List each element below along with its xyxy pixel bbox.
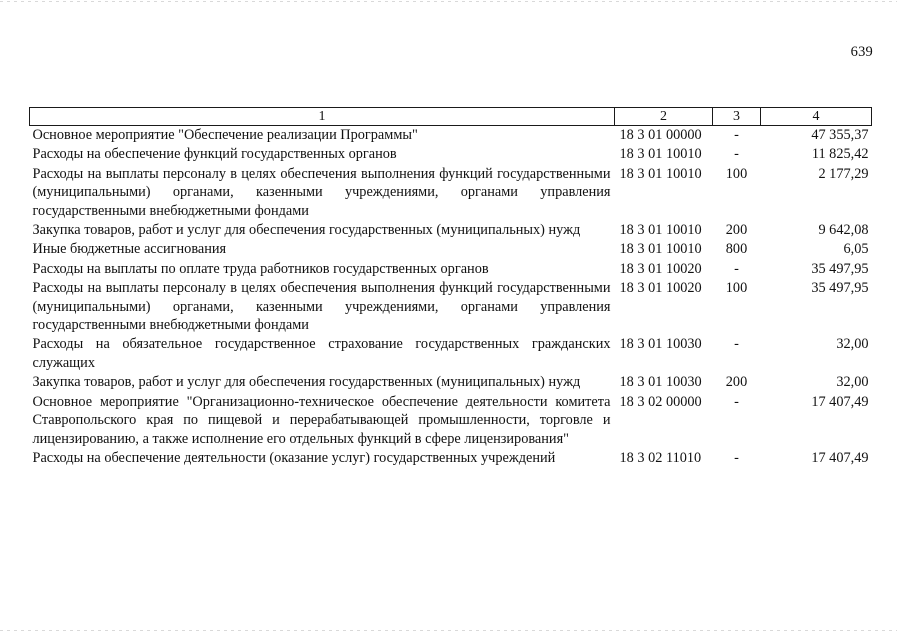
table-row	[30, 393, 872, 449]
table-header-row	[30, 108, 872, 126]
row-name: Основное мероприятие "Обеспечение реализации Программы"	[32, 127, 418, 143]
row-amount: 35 497,95	[811, 280, 869, 297]
row-expense-type: -	[734, 146, 739, 163]
row-name: Иные бюджетные ассигнования	[32, 241, 227, 258]
table-row	[30, 279, 872, 335]
row-code: 18 3 02 00000	[619, 393, 702, 410]
row-name: Расходы на обязательное государственное страхование государственных гражданских служащих	[32, 336, 611, 371]
row-code: 18 3 01 00000	[619, 127, 702, 143]
row-code: 18 3 01 10010	[619, 146, 702, 163]
row-name: Расходы на выплаты по оплате труда работников государственных органов	[32, 260, 489, 277]
page-number: 639	[850, 44, 873, 60]
row-code: 18 3 01 10010	[619, 241, 702, 258]
table-row	[30, 240, 872, 259]
row-code: 18 3 01 10010	[619, 222, 702, 239]
row-amount: 32,00	[836, 374, 869, 391]
table-row	[30, 165, 872, 221]
row-amount: 32,00	[836, 336, 869, 353]
row-code: 18 3 01 10020	[619, 280, 702, 297]
header-col-4: 4	[761, 108, 872, 126]
row-name: Закупка товаров, работ и услуг для обеспечения государственных (муниципальных) нужд	[32, 374, 581, 391]
row-amount: 17 407,49	[811, 449, 869, 466]
table-row	[30, 373, 872, 392]
row-expense-type: -	[734, 336, 739, 353]
table-row	[30, 145, 872, 164]
row-code: 18 3 01 10030	[619, 336, 702, 353]
row-code: 18 3 01 10030	[619, 374, 702, 391]
row-expense-type: 100	[725, 165, 748, 182]
row-code: 18 3 01 10010	[619, 165, 702, 182]
row-name: Основное мероприятие "Организационно-техническое обеспечение деятельности комитета Ставропольского края по пищевой и перерабатывающей промышленности, торговле и лицензированию, а также исполнение его отдельных функций в сфере лицензирования"	[32, 393, 611, 447]
row-amount: 11 825,42	[811, 146, 869, 163]
row-expense-type: -	[734, 393, 739, 410]
row-expense-type: -	[734, 127, 739, 143]
header-col-3: 3	[713, 108, 761, 126]
row-code: 18 3 02 11010	[619, 449, 702, 466]
row-code: 18 3 01 10020	[619, 260, 702, 277]
row-amount: 17 407,49	[811, 393, 869, 410]
budget-table	[29, 107, 872, 468]
row-expense-type: 200	[725, 374, 748, 391]
table-row	[30, 126, 872, 146]
table-row	[30, 260, 872, 279]
scan-artifact-bottom	[0, 630, 897, 631]
row-name: Закупка товаров, работ и услуг для обеспечения государственных (муниципальных) нужд	[32, 222, 581, 239]
row-expense-type: 200	[725, 222, 748, 239]
row-amount: 35 497,95	[811, 260, 869, 277]
scan-artifact-top	[0, 1, 897, 2]
header-col-2: 2	[615, 108, 713, 126]
row-amount: 2 177,29	[818, 165, 869, 182]
row-name: Расходы на обеспечение деятельности (оказание услуг) государственных учреждений	[32, 449, 556, 466]
row-expense-type: -	[734, 449, 739, 466]
row-name: Расходы на выплаты персоналу в целях обеспечения выполнения функций государственными (муниципальными) органами, казенными учреждениями, органами управления государственными внебюджетными фондами	[32, 165, 611, 219]
row-expense-type: 100	[725, 280, 748, 297]
row-name: Расходы на выплаты персоналу в целях обеспечения выполнения функций государственными (муниципальными) органами, казенными учреждениями, органами управления государственными внебюджетными фондами	[32, 280, 611, 334]
header-col-1: 1	[30, 108, 615, 126]
table-row	[30, 221, 872, 240]
row-amount: 9 642,08	[818, 222, 869, 239]
row-amount: 6,05	[843, 241, 869, 258]
table-row	[30, 335, 872, 373]
row-expense-type: -	[734, 260, 739, 277]
row-expense-type: 800	[725, 241, 748, 258]
row-name: Расходы на обеспечение функций государственных органов	[32, 146, 397, 163]
row-amount: 47 355,37	[811, 127, 869, 143]
table-row	[30, 449, 872, 468]
